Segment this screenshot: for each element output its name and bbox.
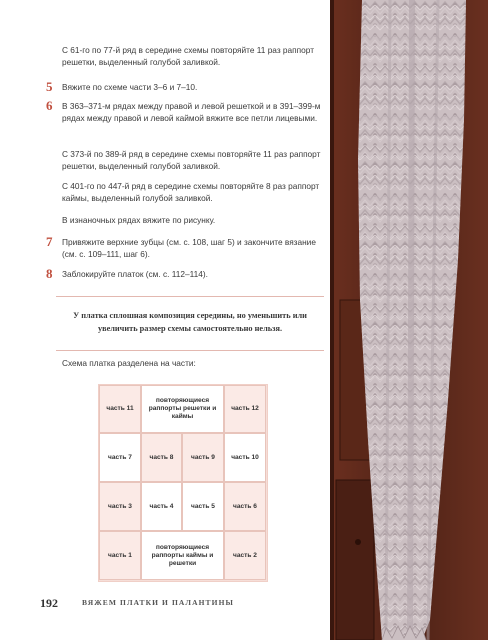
paragraph-rows-373-389: С 373-й по 389-й ряд в середине схемы повторяйте 11 раз раппорт решетки, выделенный голубой заливкой. bbox=[62, 149, 321, 171]
scheme-cell-part1: часть 1 bbox=[99, 531, 141, 580]
scheme-cell-part3: часть 3 bbox=[99, 482, 141, 531]
step-number-6: 6 bbox=[46, 98, 53, 113]
paragraph-wrong-side: В изнаночных рядах вяжите по рисунку. bbox=[62, 215, 216, 225]
step-number-8: 8 bbox=[46, 266, 53, 281]
running-title: ВЯЖЕМ ПЛАТКИ И ПАЛАНТИНЫ bbox=[82, 598, 234, 607]
scheme-cell-part11: часть 11 bbox=[99, 385, 141, 433]
scheme-grid bbox=[98, 384, 268, 582]
step-number-5: 5 bbox=[46, 79, 53, 94]
scheme-cell-part12: часть 12 bbox=[224, 385, 266, 433]
note-text: У платка сплошная композиция середины, но уменьшить или увеличить размер схемы самостоятельно нельзя. bbox=[73, 311, 307, 333]
paragraph-rows-401-447: С 401-го по 447-й ряд в середине схемы повторяйте 8 раз раппорт каймы, выделенный голубой заливкой. bbox=[62, 181, 320, 203]
scheme-cell-part8: часть 8 bbox=[141, 433, 182, 482]
scheme-intro: Схема платка разделена на части: bbox=[62, 358, 196, 368]
paragraph-step-7: Привяжите верхние зубцы (см. с. 108, шаг 5) и закончите вязание (см. с. 109–111, шаг 6). bbox=[62, 237, 316, 259]
scheme-cell-part5: часть 5 bbox=[182, 482, 224, 531]
shawl-photo bbox=[330, 0, 488, 640]
note-bottom-rule bbox=[56, 350, 324, 351]
paragraph-step-5: Вяжите по схеме части 3–6 и 7–10. bbox=[62, 82, 198, 92]
scheme-cell-part4: часть 4 bbox=[141, 482, 182, 531]
scheme-cell-part10: часть 10 bbox=[224, 433, 266, 482]
scheme-cell-part9: часть 9 bbox=[182, 433, 224, 482]
scheme-cell-bottom-center: повторяющиеся раппорты каймы и решетки bbox=[141, 531, 224, 580]
step-number-7: 7 bbox=[46, 234, 53, 249]
paragraph-step-6: В 363–371-м рядах между правой и левой решеткой и в 391–399-м рядах между правой и левой каймой вяжите все петли лицевыми. bbox=[62, 101, 321, 123]
scheme-cell-part6: часть 6 bbox=[224, 482, 266, 531]
scheme-cell-top-center: повторяющиеся раппорты решетки и каймы bbox=[141, 385, 224, 433]
scheme-cell-part7: часть 7 bbox=[99, 433, 141, 482]
note-top-rule bbox=[56, 296, 324, 297]
scheme-cell-part2: часть 2 bbox=[224, 531, 266, 580]
paragraph-step-8: Заблокируйте платок (см. с. 112–114). bbox=[62, 269, 208, 279]
paragraph-rows-61-77: С 61-го по 77-й ряд в середине схемы повторяйте 11 раз раппорт решетки, выделенный голубой заливкой. bbox=[62, 45, 314, 67]
page-number: 192 bbox=[40, 596, 58, 610]
